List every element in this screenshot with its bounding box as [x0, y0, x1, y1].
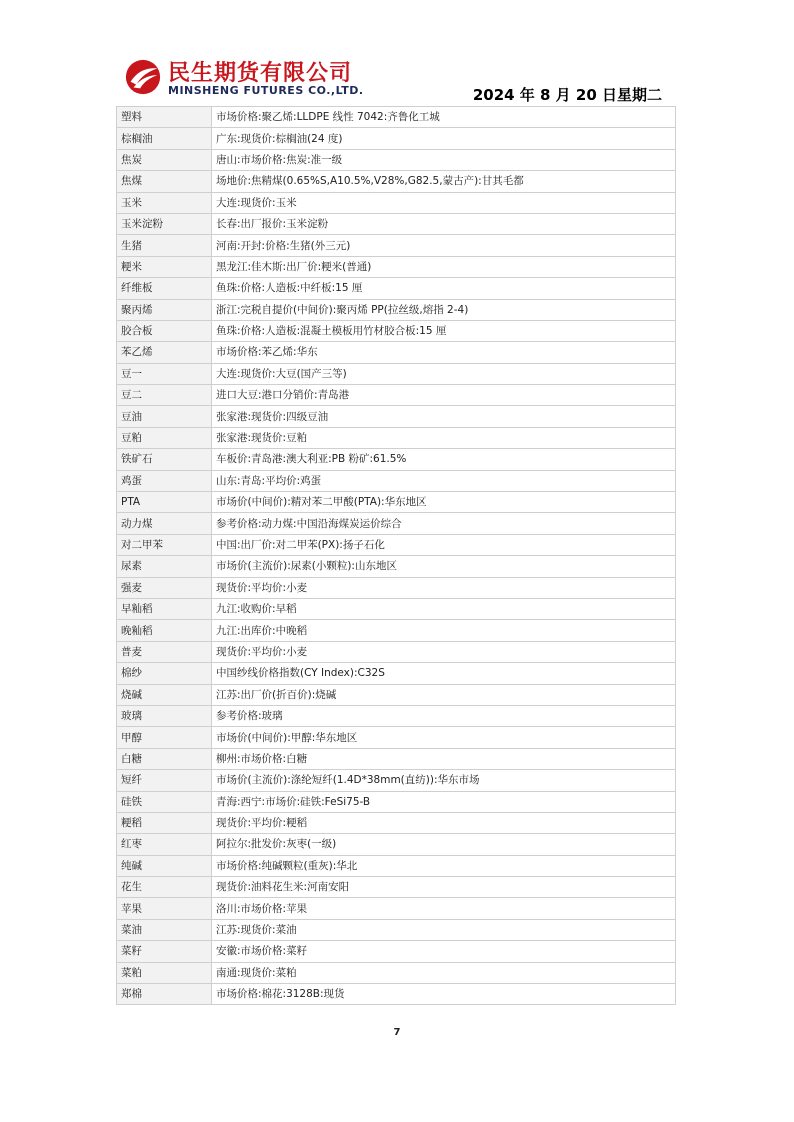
price-source-desc: 张家港:现货价:豆粕 [212, 427, 676, 448]
table-row [117, 192, 676, 213]
page-number: 7 [393, 1027, 401, 1038]
price-source-desc: 参考价格:动力煤:中国沿海煤炭运价综合 [212, 513, 676, 534]
price-source-desc: 浙江:完税自提价(中间价):聚丙烯 PP(拉丝级,熔指 2-4) [212, 299, 676, 320]
company-name-en: MINSHENG FUTURES CO.,LTD. [168, 84, 364, 97]
table-row [117, 213, 676, 234]
price-source-desc: 柳州:市场价格:白糖 [212, 748, 676, 769]
table-row [117, 941, 676, 962]
price-source-desc: 市场价(主流价):尿素(小颗粒):山东地区 [212, 556, 676, 577]
commodity-name: 塑料 [117, 107, 212, 128]
table-row [117, 449, 676, 470]
price-source-desc: 场地价:焦精煤(0.65%S,A10.5%,V28%,G82.5,蒙古产):甘其毛都 [212, 171, 676, 192]
price-source-desc: 市场价(主流价):涤纶短纤(1.4D*38mm(直纺)):华东市场 [212, 770, 676, 791]
table-row [117, 406, 676, 427]
commodity-name: 强麦 [117, 577, 212, 598]
table-row [117, 299, 676, 320]
commodity-name: 生猪 [117, 235, 212, 256]
commodity-name: 普麦 [117, 641, 212, 662]
price-source-desc: 九江:出库价:中晚稻 [212, 620, 676, 641]
commodity-name: 豆一 [117, 363, 212, 384]
commodity-name: 尿素 [117, 556, 212, 577]
price-source-desc: 江苏:现货价:菜油 [212, 919, 676, 940]
commodity-name: 菜粕 [117, 962, 212, 983]
price-source-desc: 鱼珠:价格:人造板:中纤板:15 厘 [212, 278, 676, 299]
table-row [117, 620, 676, 641]
commodity-name: 对二甲苯 [117, 534, 212, 555]
company-name-cn: 民生期货有限公司 [168, 61, 353, 86]
commodity-name: 郑棉 [117, 984, 212, 1005]
price-source-desc: 中国:出厂价:对二甲苯(PX):扬子石化 [212, 534, 676, 555]
table-row [117, 770, 676, 791]
price-source-desc: 市场价(中间价):甲醇:华东地区 [212, 727, 676, 748]
commodity-name: 铁矿石 [117, 449, 212, 470]
table-row [117, 256, 676, 277]
commodity-name: 焦炭 [117, 149, 212, 170]
commodity-name: 棉纱 [117, 663, 212, 684]
table-row [117, 898, 676, 919]
table-row [117, 363, 676, 384]
price-source-desc: 河南:开封:价格:生猪(外三元) [212, 235, 676, 256]
price-source-desc: 市场价(中间价):精对苯二甲酸(PTA):华东地区 [212, 492, 676, 513]
commodity-name: 豆粕 [117, 427, 212, 448]
price-source-desc: 大连:现货价:大豆(国产三等) [212, 363, 676, 384]
price-source-desc: 市场价格:聚乙烯:LLDPE 线性 7042:齐鲁化工城 [212, 107, 676, 128]
price-source-desc: 现货价:平均价:小麦 [212, 577, 676, 598]
table-row [117, 834, 676, 855]
table-row [117, 919, 676, 940]
table-row [117, 962, 676, 983]
price-source-desc: 阿拉尔:批发价:灰枣(一级) [212, 834, 676, 855]
commodity-name: 焦煤 [117, 171, 212, 192]
commodity-name: 玉米淀粉 [117, 213, 212, 234]
report-date: 2024 年 8 月 20 日星期二 [472, 86, 662, 104]
price-source-desc: 张家港:现货价:四级豆油 [212, 406, 676, 427]
commodity-name: 硅铁 [117, 791, 212, 812]
table-row [117, 556, 676, 577]
price-source-table [116, 106, 676, 1005]
table-row [117, 791, 676, 812]
price-source-desc: 进口大豆:港口分销价:青岛港 [212, 385, 676, 406]
commodity-name: 花生 [117, 877, 212, 898]
table-row [117, 513, 676, 534]
commodity-name: 红枣 [117, 834, 212, 855]
minsheng-logo-icon [124, 58, 162, 96]
price-source-desc: 洛川:市场价格:苹果 [212, 898, 676, 919]
commodity-name: 苹果 [117, 898, 212, 919]
table-row [117, 812, 676, 833]
price-source-desc: 江苏:出厂价(折百价):烧碱 [212, 684, 676, 705]
commodity-name: 胶合板 [117, 320, 212, 341]
price-source-desc: 九江:收购价:早稻 [212, 598, 676, 619]
commodity-name: PTA [117, 492, 212, 513]
price-source-desc: 广东:现货价:棕榈油(24 度) [212, 128, 676, 149]
price-source-desc: 黑龙江:佳木斯:出厂价:粳米(普通) [212, 256, 676, 277]
table-row [117, 427, 676, 448]
commodity-name: 甲醇 [117, 727, 212, 748]
price-source-desc: 市场价格:纯碱颗粒(重灰):华北 [212, 855, 676, 876]
table-row [117, 598, 676, 619]
table-row [117, 705, 676, 726]
price-source-desc: 现货价:平均价:小麦 [212, 641, 676, 662]
commodity-name: 粳米 [117, 256, 212, 277]
commodity-name: 玻璃 [117, 705, 212, 726]
commodity-name: 豆油 [117, 406, 212, 427]
table-row [117, 385, 676, 406]
commodity-name: 豆二 [117, 385, 212, 406]
commodity-name: 晚籼稻 [117, 620, 212, 641]
table-row [117, 534, 676, 555]
price-source-desc: 鱼珠:价格:人造板:混凝土模板用竹材胶合板:15 厘 [212, 320, 676, 341]
price-source-desc: 青海:西宁:市场价:硅铁:FeSi75-B [212, 791, 676, 812]
table-row [117, 235, 676, 256]
price-source-desc: 南通:现货价:菜粕 [212, 962, 676, 983]
commodity-name: 菜籽 [117, 941, 212, 962]
commodity-name: 短纤 [117, 770, 212, 791]
table-row [117, 877, 676, 898]
table-row [117, 171, 676, 192]
price-source-desc: 大连:现货价:玉米 [212, 192, 676, 213]
commodity-name: 纤维板 [117, 278, 212, 299]
commodity-name: 粳稻 [117, 812, 212, 833]
commodity-name: 棕榈油 [117, 128, 212, 149]
table-row [117, 855, 676, 876]
commodity-name: 纯碱 [117, 855, 212, 876]
table-row [117, 128, 676, 149]
table-row [117, 342, 676, 363]
price-source-desc: 长春:出厂报价:玉米淀粉 [212, 213, 676, 234]
commodity-name: 早籼稻 [117, 598, 212, 619]
commodity-name: 鸡蛋 [117, 470, 212, 491]
table-row [117, 641, 676, 662]
commodity-name: 白糖 [117, 748, 212, 769]
price-source-desc: 现货价:平均价:粳稻 [212, 812, 676, 833]
table-row [117, 727, 676, 748]
price-source-desc: 现货价:油料花生米:河南安阳 [212, 877, 676, 898]
commodity-name: 动力煤 [117, 513, 212, 534]
table-row [117, 492, 676, 513]
price-source-desc: 山东:青岛:平均价:鸡蛋 [212, 470, 676, 491]
table-row [117, 684, 676, 705]
price-source-desc: 车板价:青岛港:澳大利亚:PB 粉矿:61.5% [212, 449, 676, 470]
table-row [117, 320, 676, 341]
table-row [117, 748, 676, 769]
table-row [117, 984, 676, 1005]
price-source-desc: 市场价格:棉花:3128B:现货 [212, 984, 676, 1005]
commodity-name: 菜油 [117, 919, 212, 940]
page-header [116, 54, 676, 106]
price-source-desc: 安徽:市场价格:菜籽 [212, 941, 676, 962]
price-source-desc: 市场价格:苯乙烯:华东 [212, 342, 676, 363]
price-source-desc: 唐山:市场价格:焦炭:准一级 [212, 149, 676, 170]
commodity-name: 苯乙烯 [117, 342, 212, 363]
table-row [117, 278, 676, 299]
table-row [117, 577, 676, 598]
commodity-name: 聚丙烯 [117, 299, 212, 320]
price-source-desc: 中国纱线价格指数(CY Index):C32S [212, 663, 676, 684]
table-row [117, 470, 676, 491]
table-row [117, 663, 676, 684]
table-row [117, 149, 676, 170]
table-row [117, 107, 676, 128]
commodity-name: 烧碱 [117, 684, 212, 705]
commodity-name: 玉米 [117, 192, 212, 213]
price-source-desc: 参考价格:玻璃 [212, 705, 676, 726]
